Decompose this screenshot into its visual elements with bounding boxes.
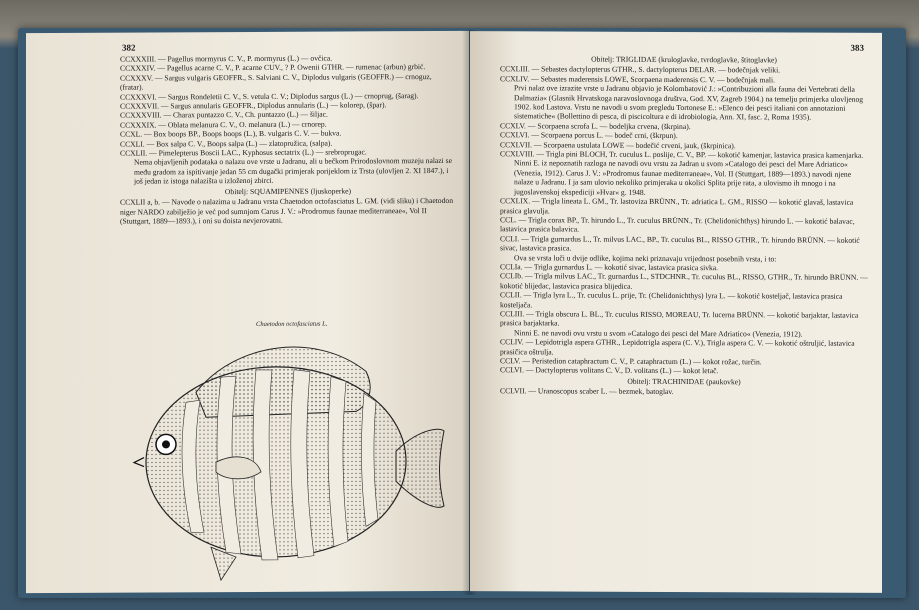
entry: CCXLII a, b. — Navode o nalazima u Jadranu vrsta Chaetodon octofasciatus L. GM. (vidi sliku) i Chaetodon niger NARDO zabilježio je već pod sumnjom Carus J. V.: »Prodromus faunae mediterraneae«, Vol II (Stuttgart, 1889—1893.), i oni su doista nevjerovatni.: [120, 196, 453, 226]
paragraph: Nema objavljenih podataka o nalazu ove vrste u Jadranu, ali u bečkom Prirodoslovnom muzeju nalazi se među gradom za ispitivanje jedan 55 cm dugački primjerak porijeklom iz Trsta (ulovljen 2. XI 1847.), i još jedan iz istoga nalazišta u izloženoj zbirci.: [134, 156, 452, 186]
right-page: [470, 31, 882, 593]
entry: CCLIII. — Trigla obscura L. BL., Tr. cuculus RISSO, MOREAU, Tr. lucerna BRÜNN. — kokotić barjaktar, lastavica prasica barjaktarka.: [500, 309, 859, 328]
entry: CCXXXVI. — Sargus Rondeletii C. V., S. vetula C. V.; Diplodus sargus (L.) — crnoprug, (šarag).: [120, 90, 419, 102]
entry: CCXLIII. — Sebastes dactylopterus GTHR., S. dactylopterus DELAR. — bodečnjak veliki.: [500, 64, 781, 75]
entry: CCXLI. — Box salpa C. V., Boops salpa (L.) — zlatopružica, (salpa).: [120, 138, 333, 149]
entry: CCXXXIII. — Pagellus mormyrus C. V., P. mormyrus (L.) — ovčica.: [120, 53, 333, 64]
entry: CCXXXIX. — Oblata melanura C. V., O. melanura (L.) — crnorep.: [120, 119, 327, 130]
paragraph: Ninni E. ne navodi ovu vrstu u svom »Catalogo dei pesci del Mare Adriatico« (Venezia, 1912).: [514, 328, 803, 339]
entry: CCLIa. — Trigla gurnardus L. — kokotić sivac, lastavica prasica sivka.: [500, 262, 719, 273]
entry: CCLI. — Trigla gurnardus L., Tr. milvus LAC., BP., Tr. cuculus BL., RISSO GTHR., Tr. hirundo BRÜNN. — kokotić sivac, lastavica prasica.: [500, 233, 860, 253]
entry: CCLII. — Trigla lyra L., Tr. cuculus L. prije, Tr. (Chelidonichthys) lyra L. — kokotić kosteljač, lastavica prasica kosteljača.: [500, 290, 843, 309]
entry: CCXLVIII. — Trigla pini BLOCH, Tr. cuculus L. poslije, C. V., BP. — kokotić kamenjar, lastavica prasica kamenjarka.: [500, 149, 864, 160]
entry: CCXL. — Box boops BP., Boops boops (L.), B. vulgaris C. V. — bukva.: [120, 128, 342, 139]
butterflyfish-illustration: [126, 331, 446, 583]
page-number-right: 383: [850, 42, 864, 53]
left-page: [26, 31, 469, 593]
entry: CCXLVII. — Scorpaena ustulata LOWE — bodečić crveni, jauk, (škrpinica).: [500, 139, 736, 150]
entry: CCXLII. — Pimelepterus Boscii LAC., Kyphosus sectatrix (L.) — srebroprugac.: [120, 147, 367, 158]
entry: CCLVI. — Dactylopterus volitans C. V., D. volitans (L.) — kokot letač.: [500, 365, 719, 376]
paragraph: Prvi nalaz ove izrazite vrste u Jadranu objavio je Kolombatović J.: »Contribuzioni alla fauna dei Vertebrati della Dalmazia« (Glasnik Hrvatskoga naravoslovnoga društva, God. XV, Zagreb 1904.) na temelju primjerka ulovljenog 1902. kod Lastova. Vrstu ne navodi u svom pregledu Tortonese E.: »Elenco dei pesci italiani con annotazioni sistematiche« (Bollettino di pesca, di piscicoltura e di idrobiologia, Ann. XI, fasc. 2, Roma 1935).: [514, 83, 864, 123]
left-page-text: [120, 53, 456, 226]
family-heading: Obitelj: TRIGLIDAE (kruloglavke, tvrdoglavke, štitoglavke): [591, 54, 777, 65]
paragraph: Ninni E. iz nepoznatih razloga ne navodi ovu vrstu za Jadran u svom »Catalogo dei pesci del Mare Adriatico« (Venezia, 1912). Carus J. V.: »Prodromus faunae mediterraneae«, Vol. II (Stuttgart, 1889—1893.) navodi njene nalaze u Jadranu. I ja sam ulovio nekoliko primjeraka u okolici Splita prije rata, a ulovismo ih mnogo i na jugoslavenskoj ekspediciji »Hvar« g. 1948.: [514, 158, 852, 197]
paragraph: Ova se vrsta luči u dvije odlike, kojima neki priznavaju vrijednost posebnih vrsta, i to:: [514, 252, 777, 263]
entry: CCXXXVIII. — Charax puntazzo C. V., Ch. puntazzo (L.) — šiljac.: [120, 110, 328, 121]
entry: CCLIb. — Trigla milvus LAC., Tr. gurnardus L., STDCHNR., Tr. cuculus BL., RISSO, GTHR., Tr. hirundo BRÜNN. — kokotić blijedac, lastavica prasica blijedica.: [500, 271, 868, 291]
entry: CCLV. — Peristedion cataphractum C. V., P. cataphractum (L.) — kokot rožac, turčin.: [500, 356, 762, 367]
entry: CCXLIV. — Sebastes maderensis LOWE, Scorpaena maderensis C. V. — bodečnjak mali.: [500, 74, 776, 85]
entry: CCXXXIV. — Pagellus acarne C. V., P. acarne CUV., ? P. Owenii GTHR. — rumenac (arbun) grbić.: [120, 62, 426, 74]
figure-caption: Chaetodon octofasciatus L.: [256, 320, 328, 328]
family-heading: Obitelj: TRACHINIDAE (paukovke): [627, 376, 741, 387]
right-page-text: [500, 53, 868, 397]
entry: CCXXXVII. — Sargus annularis GEOFFR., Diplodus annularis (L.) — kolorep, (špar).: [120, 100, 387, 111]
entry: CCL. — Trigla corax BP., Tr. hirundo L., Tr. cuculus BRÜNN., Tr. (Chelidonichthys) hirundo L. — kokotić balavac, lastavica prasica balavica.: [500, 215, 855, 234]
entry: CCLIV. — Lepidotrigla aspera GTHR., Lepidotrigla aspera (C. V.), Trigla aspera C. V. — kokotić oštruljić, lastavica prasičica oštrulja.: [500, 337, 855, 357]
entry: CCXLIX. — Trigla lineata L. GM., Tr. lastoviza BRÜNN., Tr. adriatica L. GM., RISSO — kokotić glavaš, lastavica prasica glavulja.: [500, 196, 854, 215]
entry: CCLVII. — Uranoscopus scaber L. — bezmek, batoglav.: [500, 386, 674, 397]
page-number-left: 382: [122, 42, 136, 53]
entry: CCXLVI. — Scorpaena porcus L. — bodeč crni, (škrpun).: [500, 130, 678, 141]
entry: CCXLV. — Scorpaena scrofa L. — bodeljka crvena, (škrpina).: [500, 121, 691, 131]
family-heading: Obitelj: SQUAMIPENNES (ljuskoperke): [224, 186, 352, 196]
entry: CCXXXV. — Sargus vulgaris GEOFFR., S. Salviani C. V., Diplodus vulgaris (GEOFFR.) — crnoguz, (fratar).: [120, 71, 432, 92]
